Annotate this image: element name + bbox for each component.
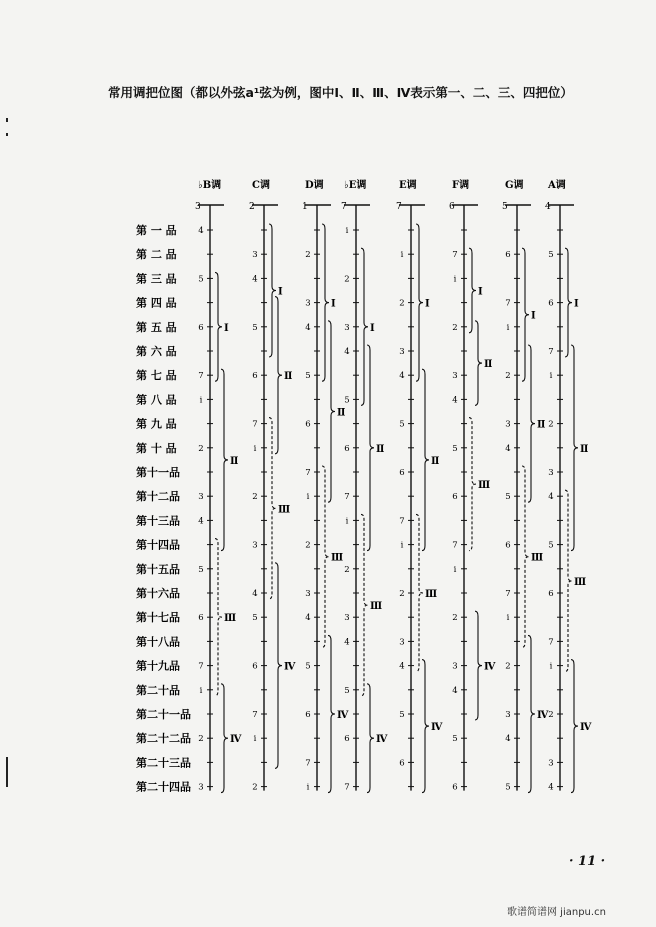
- note-label: 5: [452, 443, 458, 454]
- note-label: 5: [252, 613, 258, 624]
- note-label: 3: [505, 710, 511, 720]
- position-label: Ⅰ: [478, 286, 483, 298]
- position-label: Ⅱ: [484, 359, 493, 371]
- note-label: 4: [252, 589, 258, 599]
- position-bracket: [269, 224, 276, 357]
- note-label: 4: [305, 322, 311, 333]
- position-label: Ⅳ: [337, 710, 349, 721]
- note-label: 7: [505, 298, 511, 309]
- open-note: 7: [396, 202, 402, 212]
- note-label: 7: [198, 661, 204, 672]
- position-bracket: [328, 321, 335, 502]
- note-label: 6: [305, 419, 311, 430]
- note-label: i: [253, 443, 257, 454]
- position-bracket: [328, 635, 335, 792]
- note-label: 7: [252, 419, 258, 430]
- open-note: 7: [341, 202, 347, 212]
- note-label: 2: [252, 492, 258, 503]
- position-bracket: [565, 490, 572, 671]
- position-bracket: [322, 466, 329, 647]
- position-label: Ⅳ: [376, 734, 388, 746]
- note-label: 4: [505, 443, 511, 454]
- note-label: 6: [399, 468, 405, 478]
- position-label: Ⅱ: [284, 371, 293, 383]
- fret-label: 第 十 品: [136, 441, 177, 455]
- page-title: 常用调把位图（都以外弦a¹弦为例，图中Ⅰ、Ⅱ、Ⅲ、Ⅳ表示第一、二、三、四把位）: [108, 85, 573, 100]
- fret-label: 第 五 品: [136, 320, 177, 334]
- note-label: 5: [399, 419, 405, 430]
- note-label: 5: [198, 274, 204, 285]
- position-label: Ⅲ: [425, 589, 438, 600]
- note-label: 2: [344, 274, 350, 285]
- position-bracket: [361, 248, 368, 405]
- position-label: Ⅱ: [230, 455, 239, 467]
- position-bracket: [221, 369, 228, 550]
- page-number: · 11 ·: [569, 854, 606, 869]
- key-header: A调: [548, 180, 566, 191]
- position-label: Ⅰ: [370, 322, 375, 334]
- note-label: i: [400, 540, 404, 551]
- note-label: 2: [452, 613, 458, 624]
- position-label: Ⅳ: [284, 661, 296, 673]
- position-bracket: [522, 466, 529, 647]
- note-label: i: [400, 250, 404, 261]
- position-label: Ⅰ: [574, 298, 579, 310]
- fret-label: 第二十一品: [136, 708, 191, 721]
- position-bracket: [565, 248, 572, 357]
- note-label: i: [199, 685, 203, 696]
- note-label: 5: [198, 564, 204, 575]
- note-label: 5: [344, 685, 350, 696]
- note-label: 3: [252, 540, 258, 551]
- note-label: 4: [198, 226, 204, 236]
- fret-label: 第二十二品: [136, 732, 191, 746]
- fret-label: 第十三品: [136, 514, 180, 528]
- position-bracket: [215, 272, 222, 381]
- position-bracket: [422, 369, 429, 550]
- note-label: 6: [548, 589, 554, 599]
- note-label: i: [306, 782, 310, 793]
- position-label: Ⅲ: [478, 480, 491, 492]
- fret-label: 第 三 品: [136, 272, 177, 286]
- position-label: Ⅳ: [484, 661, 496, 673]
- open-note: 5: [502, 202, 508, 212]
- position-bracket: [269, 418, 276, 599]
- position-bracket: [475, 611, 482, 720]
- note-label: 2: [548, 710, 554, 720]
- note-label: 7: [344, 492, 350, 503]
- note-label: i: [549, 371, 553, 382]
- note-label: 2: [198, 734, 204, 745]
- note-label: 3: [344, 613, 350, 624]
- note-label: 6: [252, 371, 258, 382]
- note-label: 6: [548, 298, 554, 309]
- note-label: i: [506, 613, 510, 624]
- note-label: 5: [548, 250, 554, 261]
- key-header: ♭B调: [198, 180, 222, 191]
- note-label: 5: [548, 540, 554, 551]
- note-label: 2: [505, 661, 511, 672]
- note-label: 6: [505, 540, 511, 551]
- watermark: 歌谱简谱网 jianpu.cn: [507, 907, 606, 918]
- fret-label: 第十二品: [136, 490, 180, 504]
- note-label: 7: [305, 468, 311, 478]
- note-label: 3: [252, 250, 258, 261]
- note-label: 5: [399, 710, 405, 720]
- fret-label: 第十一品: [136, 466, 180, 479]
- fret-label: 第 七 品: [136, 369, 177, 383]
- fret-label: 第二十品: [136, 683, 180, 697]
- note-label: 2: [198, 443, 204, 454]
- note-label: i: [306, 492, 310, 503]
- note-label: 7: [399, 516, 405, 527]
- note-label: 2: [399, 589, 405, 599]
- position-bracket: [275, 563, 282, 769]
- position-bracket: [416, 224, 423, 381]
- position-bracket: [275, 297, 282, 454]
- note-label: 4: [305, 613, 311, 624]
- key-header: E调: [399, 180, 417, 191]
- note-label: 2: [505, 371, 511, 382]
- position-label: Ⅱ: [431, 455, 440, 467]
- open-note: 6: [449, 202, 455, 212]
- key-header: D调: [305, 180, 324, 191]
- fret-label: 第 二 品: [136, 248, 177, 262]
- open-note: 2: [249, 202, 255, 212]
- note-label: 6: [452, 492, 458, 503]
- position-bracket: [475, 321, 482, 406]
- position-bracket: [416, 514, 423, 671]
- open-note: 3: [195, 202, 201, 212]
- note-label: 5: [344, 395, 350, 406]
- note-label: 7: [452, 250, 458, 261]
- note-label: 3: [305, 589, 311, 599]
- note-label: 2: [344, 564, 350, 575]
- position-label: Ⅱ: [537, 419, 546, 431]
- key-header: F调: [452, 180, 470, 191]
- position-bracket: [528, 635, 535, 792]
- note-label: i: [345, 516, 349, 527]
- position-label: Ⅰ: [278, 286, 283, 298]
- note-label: 3: [198, 782, 204, 793]
- fret-label: 第 六 品: [136, 345, 177, 358]
- key-header: ♭E调: [344, 180, 367, 191]
- position-label: Ⅲ: [531, 552, 544, 564]
- key-header: G调: [505, 180, 524, 191]
- note-label: 4: [252, 274, 258, 285]
- fret-label: 第二十四品: [136, 780, 191, 794]
- note-label: 3: [452, 661, 458, 672]
- position-bracket: [528, 345, 535, 502]
- note-label: i: [549, 661, 553, 672]
- note-label: 4: [505, 734, 511, 745]
- note-label: 2: [305, 540, 311, 551]
- fret-label: 第 一 品: [136, 224, 177, 237]
- position-bracket: [469, 418, 476, 551]
- note-label: 6: [252, 661, 258, 672]
- note-label: 6: [344, 443, 350, 454]
- note-label: 2: [399, 298, 405, 309]
- position-bracket: [215, 539, 222, 696]
- fret-label: 第十九品: [136, 659, 180, 673]
- fret-label: 第十八品: [136, 635, 180, 649]
- position-label: Ⅲ: [278, 504, 291, 516]
- note-label: 4: [399, 661, 405, 672]
- note-label: 4: [548, 492, 554, 503]
- open-note: 1: [302, 202, 308, 212]
- note-label: 3: [548, 758, 554, 769]
- note-label: 7: [505, 589, 511, 599]
- note-label: i: [253, 734, 257, 745]
- fret-label: 第十四品: [136, 538, 180, 552]
- note-label: 3: [399, 637, 405, 648]
- note-label: 7: [344, 782, 350, 793]
- key-header: C调: [252, 180, 270, 191]
- note-label: 7: [548, 637, 554, 648]
- position-label: Ⅲ: [224, 613, 237, 625]
- note-label: 6: [452, 782, 458, 793]
- fret-label: 第十七品: [136, 611, 180, 625]
- position-bracket: [469, 248, 476, 333]
- note-label: 3: [548, 468, 554, 478]
- position-label: Ⅲ: [370, 601, 383, 613]
- note-label: 4: [344, 347, 350, 357]
- note-label: i: [453, 274, 457, 285]
- fret-label: 第十六品: [136, 587, 180, 600]
- note-label: 4: [452, 685, 458, 696]
- note-label: 5: [305, 371, 311, 382]
- note-label: 5: [505, 782, 511, 793]
- note-label: 7: [252, 710, 258, 720]
- position-label: Ⅳ: [580, 722, 592, 734]
- note-label: 4: [198, 516, 204, 527]
- note-label: 5: [305, 661, 311, 672]
- note-label: 3: [198, 492, 204, 503]
- note-label: 3: [399, 347, 405, 357]
- position-label: Ⅳ: [431, 722, 443, 734]
- note-label: 2: [452, 322, 458, 333]
- note-label: 2: [305, 250, 311, 261]
- position-bracket: [221, 684, 228, 793]
- note-label: i: [453, 564, 457, 575]
- note-label: i: [199, 395, 203, 406]
- position-label: Ⅲ: [574, 576, 587, 588]
- position-bracket: [522, 248, 529, 381]
- note-label: 2: [252, 782, 258, 793]
- position-label: Ⅳ: [230, 734, 242, 746]
- note-label: 6: [198, 322, 204, 333]
- note-label: 6: [344, 734, 350, 745]
- position-bracket: [367, 345, 374, 551]
- note-label: i: [345, 226, 349, 236]
- position-label: Ⅰ: [331, 298, 336, 310]
- note-label: 6: [505, 250, 511, 261]
- fret-label: 第 八 品: [136, 393, 177, 407]
- position-label: Ⅰ: [224, 322, 229, 334]
- position-label: Ⅱ: [580, 443, 589, 455]
- position-bracket: [367, 684, 374, 793]
- note-label: 5: [252, 322, 258, 333]
- fret-label: 第 九 品: [136, 417, 177, 431]
- position-bracket: [571, 660, 578, 793]
- note-label: 6: [305, 710, 311, 720]
- note-label: 4: [399, 371, 405, 382]
- note-label: 6: [198, 613, 204, 624]
- position-label: Ⅱ: [337, 407, 346, 419]
- note-label: 3: [505, 419, 511, 430]
- fret-label: 第二十三品: [136, 756, 191, 770]
- note-label: 7: [452, 540, 458, 551]
- note-label: 4: [452, 395, 458, 406]
- position-label: Ⅳ: [537, 710, 549, 721]
- position-label: Ⅰ: [531, 310, 536, 322]
- position-label: Ⅱ: [376, 443, 385, 455]
- note-label: 6: [399, 758, 405, 769]
- note-label: 7: [305, 758, 311, 769]
- position-bracket: [571, 345, 578, 551]
- fret-label: 第 四 品: [136, 296, 177, 310]
- note-label: 5: [505, 492, 511, 503]
- position-bracket: [422, 660, 429, 793]
- position-bracket: [361, 514, 368, 695]
- note-label: 7: [198, 371, 204, 382]
- note-label: 3: [452, 371, 458, 382]
- position-bracket: [322, 224, 329, 381]
- note-label: 3: [344, 322, 350, 333]
- note-label: 7: [548, 347, 554, 357]
- open-note: 4: [545, 202, 551, 212]
- position-label: Ⅰ: [425, 298, 430, 310]
- note-label: 4: [548, 782, 554, 793]
- note-label: 2: [548, 419, 554, 430]
- note-label: 4: [344, 637, 350, 648]
- note-label: 5: [452, 734, 458, 745]
- position-label: Ⅲ: [331, 552, 344, 564]
- fret-label: 第十五品: [136, 562, 180, 576]
- note-label: i: [506, 322, 510, 333]
- note-label: 3: [305, 298, 311, 309]
